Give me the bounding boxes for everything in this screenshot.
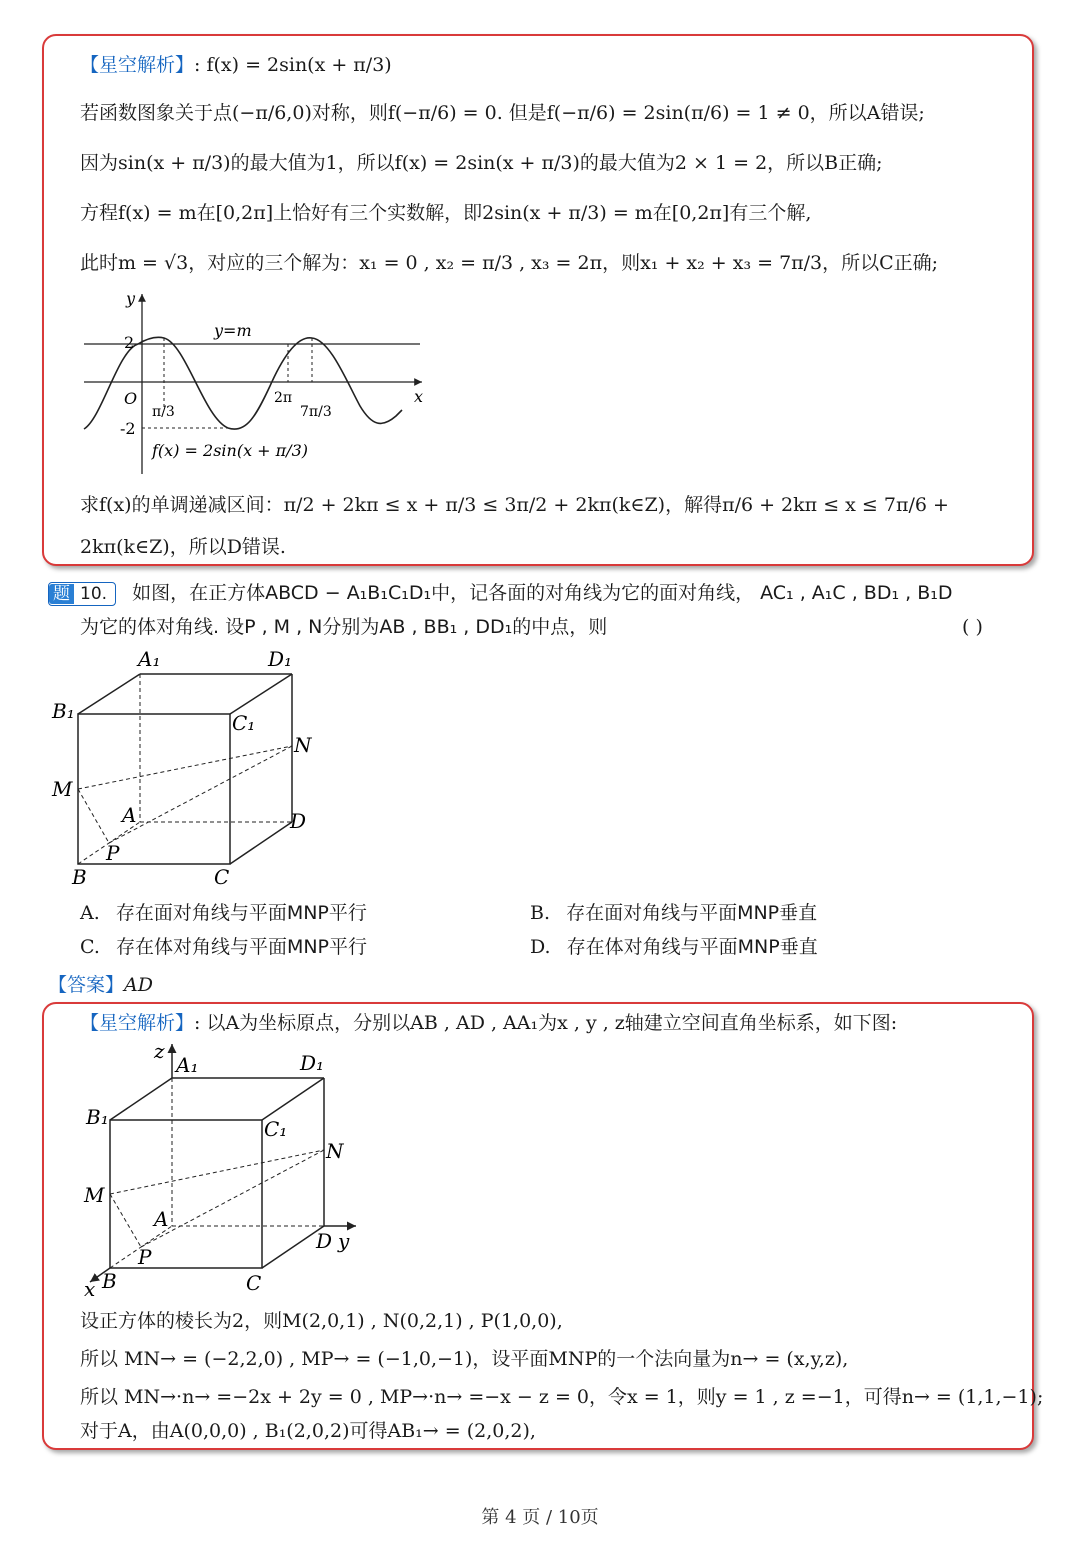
cube1-label-a: A — [122, 803, 137, 827]
sine-graph — [80, 288, 440, 478]
cube2-label-m: M — [84, 1183, 105, 1207]
cube1-label-d1: D₁ — [268, 647, 293, 671]
solution-box-1 — [42, 34, 1034, 566]
graph-tick-7pi3: 7π/3 — [300, 404, 332, 420]
cube2-label-a1: A₁ — [176, 1053, 199, 1077]
solution2-heading — [80, 1008, 1032, 1038]
cube2-label-n: N — [326, 1139, 344, 1163]
option-b[interactable]: B. 存在面对角线与平面MNP垂直 — [530, 902, 818, 924]
answer-label: 【答案】 — [48, 974, 125, 996]
cube2-label-a: A — [154, 1207, 169, 1231]
cube2-label-z: z — [154, 1039, 165, 1063]
cube2-label-x: x — [84, 1277, 96, 1300]
graph-tick-pi3: π/3 — [152, 404, 175, 420]
solution-line-option-b: 因为sin(x + π/3)的最大值为1，所以f(x) = 2sin(x + π/3)的最大值为2 × 1 = 2，所以B正确; — [80, 152, 883, 174]
solution-line-option-d-1: 求f(x)的单调递减区间：π/2 + 2kπ ≤ x + π/3 ≤ 3π/2 + 2kπ(k∈Z)，解得π/6 + 2kπ ≤ x ≤ 7π/6 + — [80, 494, 949, 516]
option-c[interactable]: C. 存在体对角线与平面MNP平行 — [80, 936, 368, 958]
option-d[interactable]: D. 存在体对角线与平面MNP垂直 — [530, 936, 818, 958]
solution-line-option-c-2: 此时m = √3，对应的三个解为：x₁ = 0 , x₂ = π/3 , x₃ = 2π，则x₁ + x₂ + x₃ = 7π/3，所以C正确; — [80, 252, 939, 274]
question-text-1: 如图，在正方体ABCD − A₁B₁C₁D₁中，记各面的对角线为它的面对角线， AC₁ , A₁C , BD₁ , B₁D — [132, 582, 953, 604]
cube1-label-b1: B₁ — [52, 699, 75, 723]
question-line-1 — [48, 578, 952, 608]
graph-ymin-label: -2 — [120, 419, 136, 438]
graph-y-label: y — [126, 289, 136, 308]
solution-heading — [80, 50, 1032, 80]
cube2-label-d1: D₁ — [300, 1051, 325, 1075]
solution-function: : f(x) = 2sin(x + π/3) — [194, 54, 392, 76]
cube1-label-a1: A₁ — [138, 647, 161, 671]
question-badge: 题 10. — [48, 582, 116, 606]
solution2-line-2: 所以 MN→ = (−2,2,0) , MP→ = (−1,0,−1)，设平面MNP的一个法向量为n→ = (x,y,z), — [80, 1348, 849, 1370]
solution2-line-1: 设正方体的棱长为2，则M(2,0,1) , N(0,2,1) , P(1,0,0), — [80, 1310, 563, 1332]
solution-line-option-a: 若函数图象关于点(−π/6,0)对称，则f(−π/6) = 0. 但是f(−π/6) = 2sin(π/6) = 1 ≠ 0，所以A错误; — [80, 102, 925, 124]
graph-origin-label: O — [124, 389, 138, 408]
cube1-label-c: C — [214, 865, 230, 889]
solution2-line-4: 对于A，由A(0,0,0) , B₁(2,0,2)可得AB₁→ = (2,0,2), — [80, 1420, 536, 1442]
question-text-2: 为它的体对角线. 设P , M , N分别为AB , BB₁ , DD₁的中点，则 — [80, 616, 608, 638]
graph-function-label: f(x) = 2sin(x + π/3) — [152, 441, 308, 460]
cube2-label-b: B — [102, 1269, 117, 1293]
cube1-label-m: M — [52, 777, 73, 801]
answer-line — [48, 970, 153, 997]
cube-figure-1 — [44, 642, 334, 892]
solution-line-option-c-1: 方程f(x) = m在[0,2π]上恰好有三个实数解，即2sin(x + π/3) = m在[0,2π]有三个解, — [80, 202, 812, 224]
graph-ymax-label: 2 — [124, 333, 135, 352]
solution-tag: 【星空解析】 — [80, 54, 195, 76]
solution2-line-3: 所以 MN→·n→ =−2x + 2y = 0 , MP→·n→ =−x − z = 0，令x = 1，则y = 1 , z =−1，可得n→ = (1,1,−1); — [80, 1386, 1044, 1408]
solution2-intro: : 以A为坐标原点，分别以AB , AD , AA₁为x , y , z轴建立空间直角坐标系，如下图: — [194, 1012, 898, 1034]
solution-line-option-d-2: 2kπ(k∈Z)，所以D错误. — [80, 536, 286, 558]
cube1-label-b: B — [72, 865, 87, 889]
cube2-label-y: y — [338, 1229, 350, 1253]
answer-value: AD — [124, 974, 153, 996]
cube1-label-n: N — [294, 733, 312, 757]
option-a[interactable]: A. 存在面对角线与平面MNP平行 — [80, 902, 367, 924]
cube2-label-c: C — [246, 1271, 262, 1295]
page-footer: 第 4 页 / 10页 — [481, 1507, 599, 1528]
cube2-label-d: D — [316, 1229, 333, 1253]
cube-figure-2 — [80, 1038, 380, 1300]
solution-box-2 — [42, 1002, 1044, 1450]
graph-line-label: y=m — [214, 321, 252, 340]
cube1-label-c1: C₁ — [232, 711, 256, 735]
cube2-label-c1: C₁ — [264, 1117, 288, 1141]
solution2-tag: 【星空解析】 — [80, 1012, 195, 1034]
cube1-label-d: D — [290, 809, 307, 833]
answer-blank: ( ) — [962, 616, 983, 638]
cube2-label-b1: B₁ — [86, 1105, 109, 1129]
cube2-label-p: P — [138, 1245, 152, 1269]
graph-x-label: x — [414, 387, 424, 406]
graph-tick-2pi: 2π — [274, 390, 293, 406]
cube1-label-p: P — [106, 841, 120, 865]
